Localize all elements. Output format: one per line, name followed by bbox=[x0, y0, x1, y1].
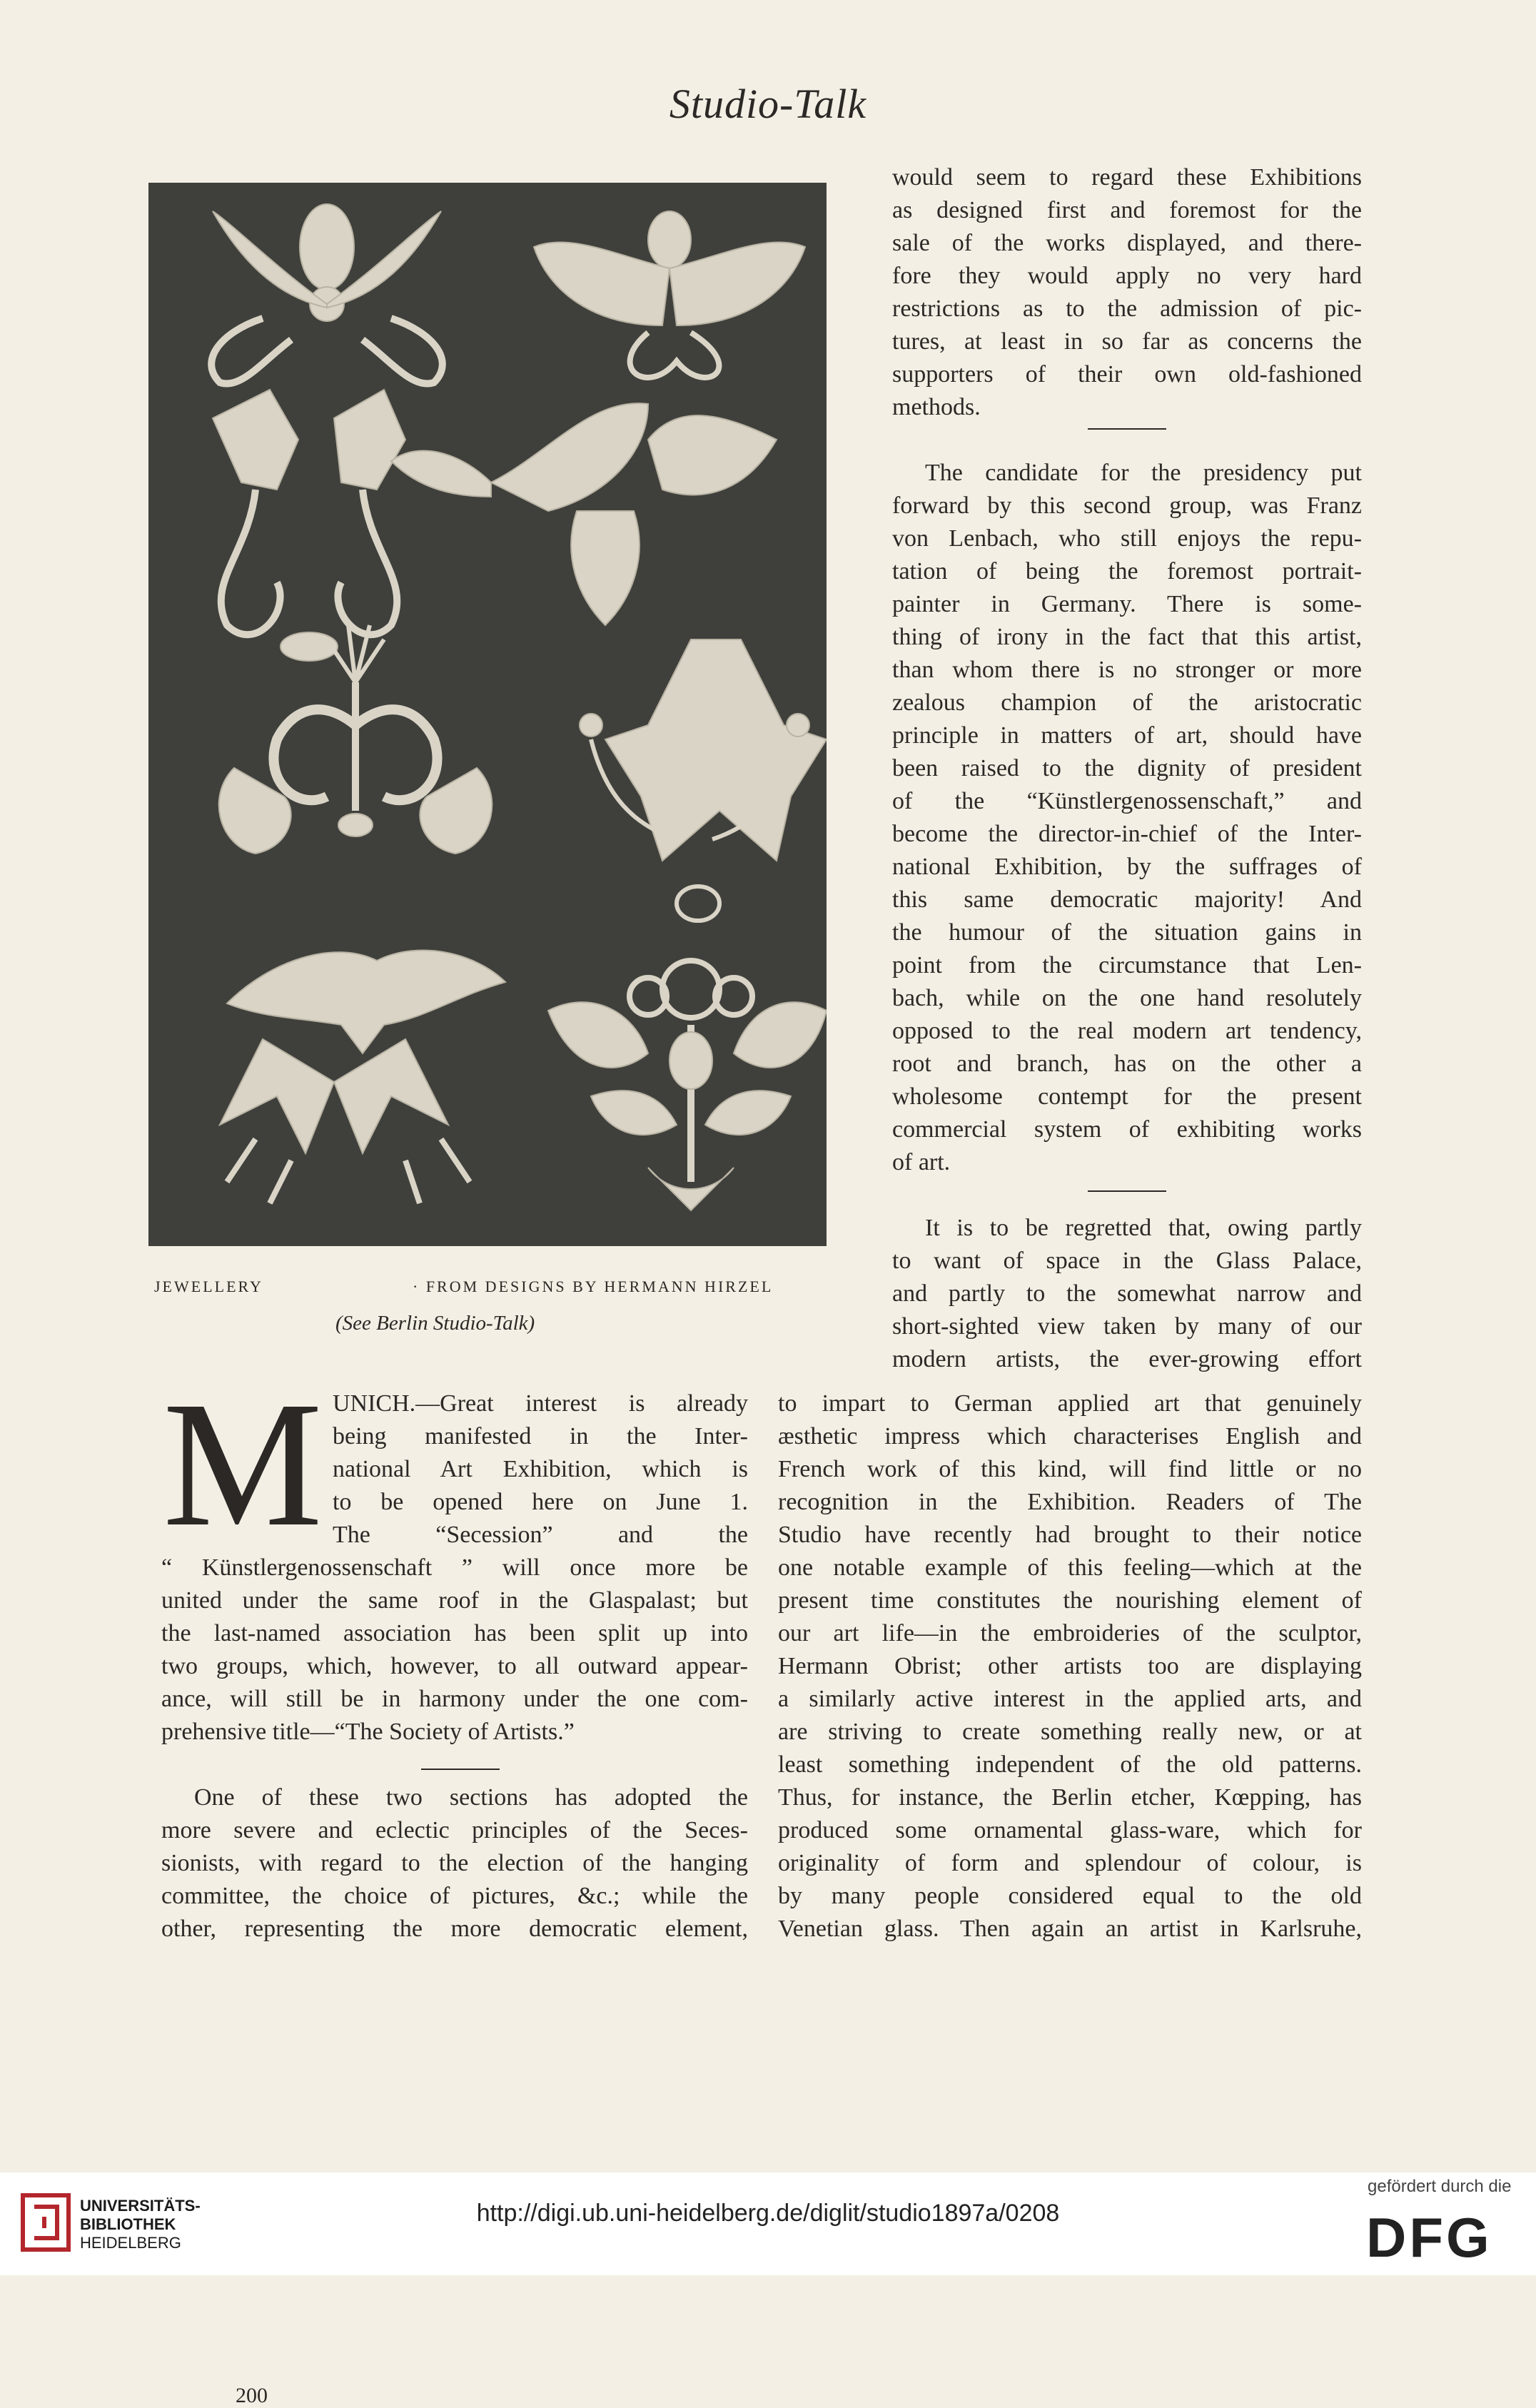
text-line: von Lenbach, who still enjoys the repu- bbox=[892, 525, 1362, 552]
text-line: tures, at least in so far as concerns the bbox=[892, 328, 1362, 355]
text-line: It is to be regretted that, owing partly bbox=[925, 1215, 1362, 1241]
text-line: sionists, with regard to the election of the hanging bbox=[161, 1850, 748, 1876]
text-line: modern artists, the ever-growing effort bbox=[892, 1346, 1362, 1372]
text-line: committee, the choice of pictures, &c.; while the bbox=[161, 1883, 748, 1909]
text-line: commercial system of exhibiting works bbox=[892, 1116, 1362, 1143]
plate-caption-reference: (See Berlin Studio-Talk) bbox=[335, 1312, 535, 1335]
text-line: fore they would apply no very hard bbox=[892, 263, 1362, 289]
section-rule bbox=[1088, 428, 1166, 430]
text-line: restrictions as to the admission of pic- bbox=[892, 295, 1362, 322]
left-column-intro bbox=[333, 1387, 748, 1552]
text-line: forward by this second group, was Franz bbox=[892, 492, 1362, 519]
page-title: Studio-Talk bbox=[669, 81, 867, 127]
text-line: of art. bbox=[892, 1149, 951, 1175]
text-line: short-sighted view taken by many of our bbox=[892, 1313, 1362, 1340]
text-line: being manifested in the Inter- bbox=[333, 1423, 748, 1450]
text-line: thing of irony in the fact that this artist, bbox=[892, 624, 1362, 650]
text-line: least something independent of the old patterns. bbox=[778, 1751, 1362, 1778]
text-line: this same democratic majority! And bbox=[892, 886, 1362, 913]
text-line: united under the same roof in the Glaspalast; but bbox=[161, 1587, 748, 1614]
drop-cap: M bbox=[163, 1364, 323, 1564]
section-rule bbox=[421, 1769, 500, 1770]
text-line: point from the circumstance that Len- bbox=[892, 952, 1362, 978]
dfg-logo: DFG bbox=[1366, 2206, 1492, 2269]
text-line: of the “Künstlergenossenschaft,” and bbox=[892, 788, 1362, 814]
source-url-link[interactable]: http://digi.ub.uni-heidelberg.de/diglit/studio1897a/0208 bbox=[476, 2200, 1060, 2227]
text-line: supporters of their own old-fashioned bbox=[892, 361, 1362, 388]
ornament-floral-scroll-brooch bbox=[548, 961, 827, 1210]
text-line: recognition in the Exhibition. Readers of The bbox=[778, 1489, 1362, 1515]
text-line: our art life—in the embroideries of the sculptor, bbox=[778, 1620, 1362, 1646]
ornament-spiky-star-brooch bbox=[220, 951, 505, 1203]
text-line: originality of form and splendour of colour, is bbox=[778, 1850, 1362, 1876]
text-line: would seem to regard these Exhibitions bbox=[892, 164, 1362, 191]
ornament-dandelion-spread bbox=[391, 403, 777, 625]
text-line: bach, while on the one hand resolutely bbox=[892, 985, 1362, 1011]
uni-name-line: UNIVERSITÄTS- bbox=[80, 2197, 201, 2215]
text-line: zealous champion of the aristocratic bbox=[892, 689, 1362, 716]
text-line: painter in Germany. There is some- bbox=[892, 591, 1362, 617]
text-line: The candidate for the presidency put bbox=[925, 460, 1362, 486]
text-line: Venetian glass. Then again an artist in Karlsruhe, bbox=[778, 1916, 1362, 1942]
text-line: to be opened here on June 1. bbox=[333, 1489, 748, 1515]
text-line: wholesome contempt for the present bbox=[892, 1083, 1362, 1110]
text-line: other, representing the more democratic element, bbox=[161, 1916, 748, 1942]
text-line: principle in matters of art, should have bbox=[892, 722, 1362, 749]
text-line: Hermann Obrist; other artists too are displaying bbox=[778, 1653, 1362, 1679]
ornament-dandelion-pair bbox=[213, 390, 405, 661]
text-line: than whom there is no stronger or more bbox=[892, 657, 1362, 683]
text-line: national Exhibition, by the suffrages of bbox=[892, 854, 1362, 880]
text-line: root and branch, has on the other a bbox=[892, 1051, 1362, 1077]
jewellery-ornaments bbox=[148, 183, 827, 1246]
ornament-leaf-loop-brooch bbox=[534, 211, 805, 378]
page-number: 200 bbox=[236, 2384, 268, 2407]
funding-caption: gefördert durch die bbox=[1368, 2177, 1512, 2196]
text-line: been raised to the dignity of president bbox=[892, 755, 1362, 781]
ornament-branch-brooch bbox=[219, 625, 492, 854]
text-line: French work of this kind, will find little or no bbox=[778, 1456, 1362, 1482]
right-column-top bbox=[892, 161, 1362, 1376]
text-line: as designed first and foremost for the bbox=[892, 197, 1362, 223]
uni-name-line: BIBLIOTHEK bbox=[80, 2215, 176, 2233]
text-line: are striving to create something really new, or at bbox=[778, 1719, 1362, 1745]
text-line: to impart to German applied art that genuinely bbox=[778, 1390, 1362, 1417]
text-line: present time constitutes the nourishing element of bbox=[778, 1587, 1362, 1614]
text-line: æsthetic impress which characterises English and bbox=[778, 1423, 1362, 1450]
text-line: Thus, for instance, the Berlin etcher, Kœpping, has bbox=[778, 1784, 1362, 1811]
text-line: more severe and eclectic principles of the Seces- bbox=[161, 1817, 748, 1843]
text-line: One of these two sections has adopted the bbox=[194, 1784, 748, 1811]
text-line: national Art Exhibition, which is bbox=[333, 1456, 748, 1482]
ornament-orchid-brooch bbox=[211, 204, 443, 384]
text-line: the humour of the situation gains in bbox=[892, 919, 1362, 946]
text-line: prehensive title—“The Society of Artists.” bbox=[161, 1719, 575, 1745]
left-column-body bbox=[161, 1552, 748, 1946]
text-line: the last-named association has been split up into bbox=[161, 1620, 748, 1646]
text-line: two groups, which, however, to all outward appear- bbox=[161, 1653, 748, 1679]
jewellery-plate-image bbox=[148, 183, 827, 1246]
text-line: UNICH.—Great interest is already bbox=[333, 1390, 748, 1417]
text-line: Studio have recently had brought to their notice bbox=[778, 1522, 1362, 1548]
text-line: The “Secession” and the bbox=[333, 1522, 748, 1548]
text-line: produced some ornamental glass-ware, which for bbox=[778, 1817, 1362, 1843]
text-line: tation of being the foremost portrait- bbox=[892, 558, 1362, 585]
uni-name-line: HEIDELBERG bbox=[80, 2234, 181, 2252]
plate-caption-credit: · FROM DESIGNS BY HERMANN HIRZEL bbox=[413, 1278, 774, 1295]
text-line: methods. bbox=[892, 394, 981, 420]
right-column-bottom bbox=[778, 1387, 1362, 1946]
text-line: one notable example of this feeling—which at the bbox=[778, 1554, 1362, 1581]
text-line: ance, will still be in harmony under the one com- bbox=[161, 1686, 748, 1712]
text-line: by many people considered equal to the old bbox=[778, 1883, 1362, 1909]
ornament-maple-leaf-brooch bbox=[580, 639, 827, 921]
section-rule bbox=[1088, 1190, 1166, 1192]
text-line: become the director-in-chief of the Inter- bbox=[892, 821, 1362, 847]
text-line: a similarly active interest in the applied arts, and bbox=[778, 1686, 1362, 1712]
text-line: and partly to the somewhat narrow and bbox=[892, 1280, 1362, 1307]
text-line: to want of space in the Glass Palace, bbox=[892, 1248, 1362, 1274]
text-line: sale of the works displayed, and there- bbox=[892, 230, 1362, 256]
text-line: “ Künstlergenossenschaft ” will once more be bbox=[161, 1554, 748, 1581]
text-line: opposed to the real modern art tendency, bbox=[892, 1018, 1362, 1044]
plate-caption-title: JEWELLERY bbox=[154, 1278, 263, 1295]
